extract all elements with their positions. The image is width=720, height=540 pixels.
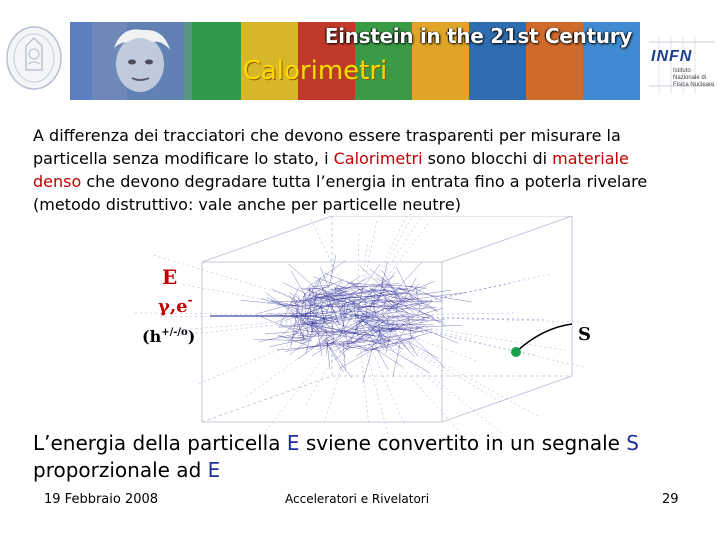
university-seal-logo [4,22,64,92]
shower-track [260,299,299,310]
conclusion-e2: E [207,458,221,482]
shower-track [301,327,310,330]
shower-track [339,334,364,353]
shower-track [307,336,341,350]
conclusion-text-1: L’energia della particella [33,431,287,455]
shower-track [394,334,439,359]
infn-logo [645,36,717,96]
conclusion-text-3: proporzionale ad [33,458,208,482]
shower-track-sparse [357,316,586,367]
shower-track [277,313,297,322]
conclusion-e: E [286,431,300,455]
infn-logo-text: INFN [651,48,693,65]
shower-track-sparse [257,316,357,436]
highlight-materiale-denso: materiale denso [33,149,629,191]
shower-track-sparse [357,316,539,417]
shower-diagram [132,216,607,436]
particle-shower-tracks [132,216,586,436]
label-hadrons: $(h^{+/-/o})$ [142,327,196,346]
header-banner [70,22,640,100]
shower-track [288,264,323,295]
signal-wire [516,324,572,352]
label-energy-e: E [162,265,178,289]
shower-track [329,255,336,286]
label-signal-s: S [578,324,591,345]
shower-track [382,277,383,287]
shower-track [416,290,451,295]
highlight-calorimetri: Calorimetri [333,149,423,168]
shower-track [266,293,308,324]
shower-track [410,335,445,368]
shower-track [382,345,429,373]
shower-track-sparse [357,316,501,402]
conclusion-s: S [626,431,639,455]
label-gamma-electron: γ,e- [158,293,193,317]
calorimeter-shower-figure [132,216,607,436]
intro-paragraph [33,124,673,216]
conclusion-sentence [33,430,703,484]
conclusion-text-2: sviene convertito in un segnale [299,431,627,455]
slide-title: Calorimetri [242,56,388,86]
shower-track [368,344,404,367]
infn-logo-subtext: Istituto Nazionale di Fisica Nucleare [673,68,715,88]
signal-readout-dot [511,347,521,357]
intro-text-3: che devono degradare tutta l’energia in entrata fino a poterla rivelare (metodo distruttivo: vale anche per particelle neutre) [33,172,648,214]
footer-course: Acceleratori e Rivelatori [285,492,430,506]
intro-text-1: A differenza dei tracciatori che devono essere trasparenti per misurare la particella senza modificare lo stato, i [33,126,621,168]
shower-track [393,344,400,377]
shower-track [411,320,445,321]
shower-track-sparse [198,316,357,384]
banner-title: Einstein in the 21st Century [324,24,632,48]
intro-text-2: sono blocchi di [422,149,553,168]
footer-page-number: 29 [662,492,679,507]
footer-date: 19 Febbraio 2008 [44,492,159,507]
